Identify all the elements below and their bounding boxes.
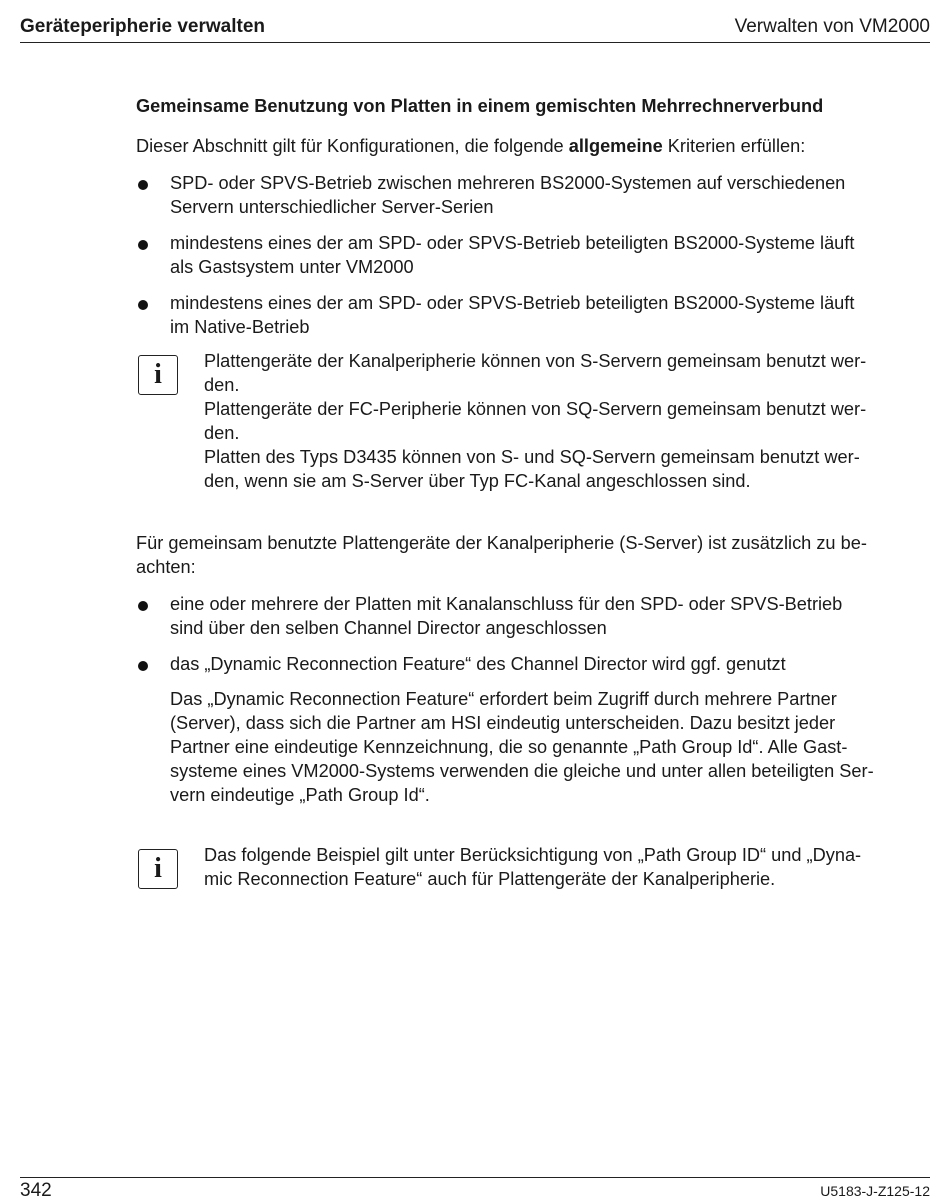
criteria-bullet — [136, 231, 932, 279]
info-note — [136, 349, 932, 493]
text-line: systeme eines VM2000-Systems verwenden die gleiche und unter allen beteiligten Ser- — [170, 761, 874, 781]
text-line: Das folgende Beispiel gilt unter Berücksichtigung von „Path Group ID“ und „Dyna- — [204, 845, 862, 865]
header-chapter-title: Geräteperipherie verwalten — [20, 16, 265, 37]
page-number: 342 — [20, 1180, 52, 1201]
intro-emphasis: allgemeine — [568, 136, 663, 156]
text-line: sind über den selben Channel Director angeschlossen — [170, 618, 607, 638]
info-note-text — [204, 843, 932, 891]
text-line: den, wenn sie am S-Server über Typ FC-Kanal angeschlossen sind. — [204, 471, 751, 491]
requirement-bullet — [136, 652, 932, 676]
requirement-bullet — [136, 592, 932, 640]
info-icon: i — [138, 849, 178, 889]
text-line: den. — [204, 375, 240, 395]
criteria-bullet — [136, 171, 932, 219]
footer-rule — [20, 1177, 930, 1178]
bullet-text — [170, 171, 932, 219]
running-header — [20, 14, 930, 40]
text-line: eine oder mehrere der Platten mit Kanalanschluss für den SPD- oder SPVS-Betrieb — [170, 594, 843, 614]
header-manual-title: Verwalten von VM2000 — [734, 16, 930, 37]
text-line: Plattengeräte der Kanalperipherie können von S-Servern gemeinsam benutzt wer- — [204, 351, 867, 371]
bullet-text — [170, 291, 932, 339]
bullet-dot-icon — [138, 240, 148, 250]
bullet-dot-icon — [138, 601, 148, 611]
info-note-text — [204, 349, 932, 493]
document-code: U5183-J-Z125-12 — [820, 1183, 930, 1199]
bullet-text — [170, 231, 932, 279]
text-line: Servern unterschiedlicher Server-Serien — [170, 197, 494, 217]
bullet-detail-paragraph — [170, 687, 932, 807]
text-line: mic Reconnection Feature“ auch für Plattengeräte der Kanalperipherie. — [204, 869, 776, 889]
bullet-text — [170, 652, 932, 676]
paragraph — [136, 531, 932, 579]
text-line: mindestens eines der am SPD- oder SPVS-Betrieb beteiligten BS2000-Systeme läuft — [170, 293, 855, 313]
info-note — [136, 843, 932, 891]
text-line: den. — [204, 423, 240, 443]
text-line: SPD- oder SPVS-Betrieb zwischen mehreren BS2000-Systemen auf verschiedenen — [170, 173, 846, 193]
intro-text-start: Dieser Abschnitt gilt für Konfigurationen, die folgende — [136, 136, 569, 156]
text-line: (Server), dass sich die Partner am HSI eindeutig unterscheiden. Dazu besitzt jeder — [170, 713, 836, 733]
header-rule — [20, 42, 930, 43]
text-line: Das „Dynamic Reconnection Feature“ erfordert beim Zugriff durch mehrere Partner — [170, 689, 837, 709]
text-line: als Gastsystem unter VM2000 — [170, 257, 414, 277]
info-icon: i — [138, 355, 178, 395]
text-line: mindestens eines der am SPD- oder SPVS-Betrieb beteiligten BS2000-Systeme läuft — [170, 233, 855, 253]
text-line: Platten des Typs D3435 können von S- und SQ-Servern gemeinsam benutzt wer- — [204, 447, 860, 467]
text-line: vern eindeutige „Path Group Id“. — [170, 785, 430, 805]
bullet-dot-icon — [138, 661, 148, 671]
bullet-dot-icon — [138, 300, 148, 310]
text-line: Partner eine eindeutige Kennzeichnung, die so genannte „Path Group Id“. Alle Gast- — [170, 737, 848, 757]
intro-text-end: Kriterien erfüllen: — [662, 136, 806, 156]
bullet-dot-icon — [138, 180, 148, 190]
text-line: Für gemeinsam benutzte Plattengeräte der Kanalperipherie (S-Server) ist zusätzlich zu be- — [136, 533, 867, 553]
criteria-bullet — [136, 291, 932, 339]
text-line: das „Dynamic Reconnection Feature“ des Channel Director wird ggf. genutzt — [170, 654, 786, 674]
bullet-text — [170, 592, 932, 640]
section-heading: Gemeinsame Benutzung von Platten in einem gemischten Mehrrechnerverbund — [136, 96, 824, 116]
text-line: Plattengeräte der FC-Peripherie können von SQ-Servern gemeinsam benutzt wer- — [204, 399, 867, 419]
text-line: im Native-Betrieb — [170, 317, 310, 337]
text-line: achten: — [136, 557, 196, 577]
intro-paragraph — [136, 134, 932, 158]
